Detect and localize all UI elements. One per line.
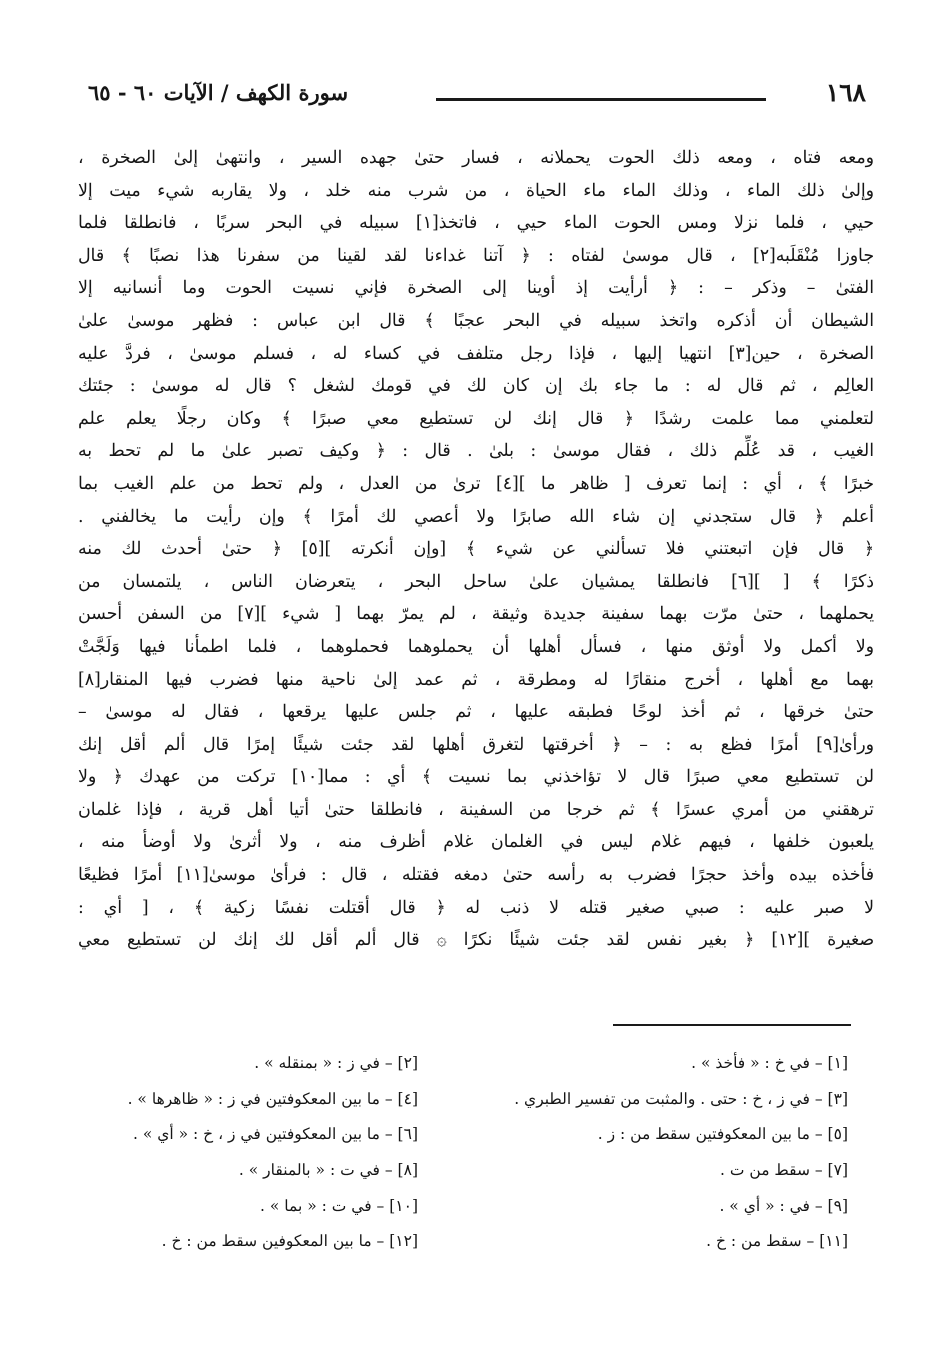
- text-line: أعلم ﴿ قال ستجدني إن شاء الله صابرًا ولا أعصي لك أمرًا ﴾ وإن رأيت ما يخالفني .: [78, 506, 874, 527]
- footnote: [٩] – في : « أي » .: [719, 1196, 848, 1215]
- text-line: ذكرًا ﴾ [ ][٦] فانطلقا يمشيان علىٰ ساحل البحر ، يتعرضان الناس ، يلتمسان من: [78, 571, 874, 592]
- text-line: ورأىٰ[٩] أمرًا فظع به : – ﴿ أخرقتها لتغرق أهلها لقد جئت شيئًا إمرًا قال ألم أقل إنك: [78, 734, 874, 755]
- text-line: الفتىٰ – وذكر – : ﴿ أرأيت إذ أوينا إلى الصخرة فإني نسيت الحوت وما أنسانيه إلا: [78, 278, 874, 299]
- footnote: [١١] – سقط من : خ .: [706, 1232, 848, 1251]
- footnote: [١٢] – ما بين المعكوفين سقط من : خ .: [161, 1232, 418, 1251]
- footnote-row: [100, 1082, 848, 1118]
- text-line: العالِم ، ثم قال له : ما جاء بك إن كان لك في قومك لشغل ؟ قال له موسىٰ : جئتك: [78, 376, 874, 397]
- text-line: ومعه فتاه ، ومعه ذلك الحوت يحملانه ، فسار حتىٰ جهده السير ، وانتهىٰ إلىٰ الصخرة ،: [78, 148, 874, 168]
- text-line: وإلىٰ ذلك الماء ، وذلك الماء ماء الحياة ، من شرب منه خلد ، ولا يقاربه شيء ميت إلا: [78, 180, 874, 201]
- footnote-row: [100, 1153, 848, 1189]
- text-line: ولا أكمل ولا أوثق منها ، فسأل أهلها أن يحملوهما فحملوهما ، فلما اطمأنا فيها وَلَجَّتْ: [78, 636, 874, 657]
- text-line: لا صبر عليه : صبي صغير قتله لا ذنب له ﴿ قال أقتلت نفسًا زكية ﴾ ، [ أي :: [78, 897, 874, 918]
- text-line: بهما مع أهلها ، أخرج منقارًا له ومطرقة ، ثم عمد إلىٰ ناحية منها فضرب فيها المنقار[٨]: [78, 669, 874, 690]
- text-line: الشيطان أن أذكره واتخذ سبيله في البحر عجبًا ﴾ قال ابن عباس : فظهر موسىٰ علىٰ: [78, 310, 874, 331]
- footnote-row: [100, 1224, 848, 1260]
- running-title: سورة الكهف / الآيات ٦٠ - ٦٥: [88, 80, 349, 105]
- page-header: [88, 70, 866, 120]
- footnote: [١٠] – في ت : « بما » .: [260, 1196, 418, 1215]
- footnote: [٦] – ما بين المعكوفتين في ز ، خ : « أي » .: [132, 1125, 418, 1144]
- footnote: [٤] – ما بين المعكوفتين في ز : « ظاهرها » .: [127, 1089, 418, 1108]
- text-line: ترهقني من أمري عسرًا ﴾ ثم خرجا من السفينة ، فانطلقا حتىٰ أتيا أهل قرية ، فإذا غلمان: [78, 799, 874, 820]
- footnote-row: [100, 1046, 848, 1082]
- footnote: [٧] – سقط من ت .: [720, 1161, 848, 1180]
- footnote: [٣] – في ز ، خ : حتى . والمثبت من تفسير الطبري .: [514, 1089, 848, 1108]
- text-line: الغيب ، قد عُلِّم ذلك ، فقال موسىٰ : بلىٰ . قال : ﴿ وكيف تصبر علىٰ ما لم تحط به: [78, 441, 874, 462]
- text-line: يحملهما ، حتىٰ مرّت بهما سفينة جديدة وثيقة ، لم يمرّ بهما [ شيء ][٧] من السفن أحسن: [78, 604, 874, 625]
- text-line: صغيرة ][١٢] ﴿ بغير نفس لقد جئت شيئًا نكرًا ۞ قال ألم أقل لك إنك لن تستطيع معي: [78, 930, 874, 951]
- footnote: [٨] – في ت : « بالمنقار » .: [238, 1161, 418, 1180]
- text-line: يلعبون خلفها ، فيهم غلام ليس في الغلمان غلام أظرف منه ، ولا أثرىٰ ولا أوضأ منه ،: [78, 832, 874, 853]
- page-number: ١٦٨: [825, 78, 866, 107]
- text-line: جاوزا مُنْقَلَبه[٢] ، قال موسىٰ لفتاه : ﴿ آتنا غداءنا لقد لقينا من سفرنا هذا نصبًا ﴾ قال: [78, 245, 874, 266]
- footnote-separator: [613, 1024, 851, 1026]
- footnote-row: [100, 1189, 848, 1225]
- footnotes: [100, 1046, 848, 1260]
- text-line: خبرًا ﴾ ، أي : إنما تعرف [ ظاهر ما ][٤] ترىٰ من العدل ، ولم تحط من علم الغيب بما: [78, 473, 874, 494]
- header-rule: [436, 98, 766, 101]
- body-text: [78, 142, 874, 957]
- text-line: ﴿ قال فإن اتبعتني فلا تسألني عن شيء ﴾ [وإن أنكرته ][٥] ﴿ حتىٰ أحدث لك منه: [78, 539, 874, 560]
- text-line: الصخرة ، حين[٣] انتهيا إليها ، فإذا رجل متلفف في كساء له ، فسلم موسىٰ ، فردَّ عليه: [78, 343, 874, 364]
- text-line: حتىٰ خرقها ، ثم أخذ لوحًا فطبقه عليها ، ثم جلس عليها يرقعها ، فقال له موسىٰ –: [78, 702, 874, 723]
- footnote: [١] – في خ : « فأخذ » .: [691, 1054, 848, 1072]
- text-line: لن تستطيع معي صبرًا قال لا تؤاخذني بما نسيت ﴾ أي : مما[١٠] تركت من عهدك ﴿ ولا: [78, 767, 874, 788]
- text-line: لتعلمني مما علمت رشدًا ﴿ قال إنك لن تستطيع معي صبرًا ﴾ وكان رجلًا يعلم علم: [78, 408, 874, 429]
- footnote: [٥] – ما بين المعكوفتين سقط من : ز .: [597, 1125, 848, 1144]
- footnote-row: [100, 1117, 848, 1153]
- text-line: فأخذه بيده وأخذ حجرًا فضرب به رأسه حتىٰ دمغه فقتله ، قال : فرأىٰ موسىٰ[١١] أمرًا فظيعًا: [78, 865, 874, 886]
- footnote: [٢] – في ز : « بمنقله » .: [254, 1054, 418, 1072]
- text-line: حيي ، فلما نزلا ومس الحوت الماء حيي ، فاتخذ[١] سبيله في البحر سربًا ، فانطلقا فلما: [78, 213, 874, 234]
